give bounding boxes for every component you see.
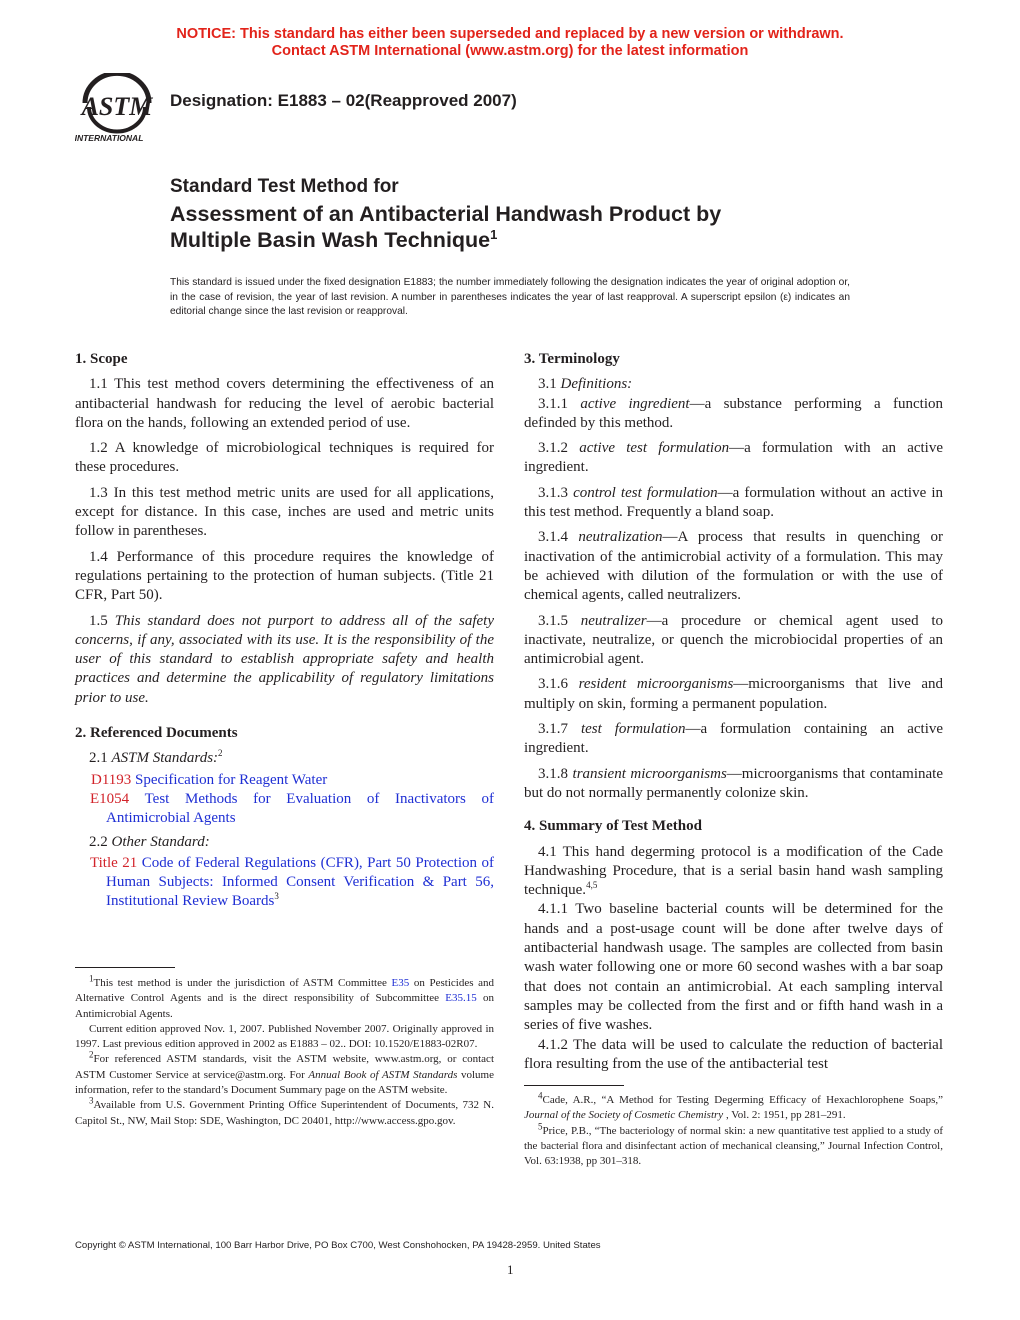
para-4-1-text: 4.1 This hand degerming protocol is a modification of the Cade Handwashing Procedure, that is a serial basin hand wash sampling technique. [524, 843, 943, 899]
term-3-1-8 [524, 765, 943, 804]
title-line-1: Assessment of an Antibacterial Handwash Product by [170, 202, 722, 226]
left-column [75, 350, 494, 916]
footnote-4 [524, 1090, 943, 1124]
term-number: 3.1.2 [538, 440, 580, 457]
term-name: neutralization [578, 529, 663, 546]
other-standard-label [75, 833, 494, 852]
footnote-2-mark: 2 [89, 1049, 94, 1060]
footnote-2 [75, 1049, 494, 1098]
title-line-2-wrap [170, 227, 870, 253]
para-4-1 [524, 843, 943, 901]
scope-heading: 1. Scope [75, 351, 128, 367]
title-footnote-mark: 1 [490, 226, 498, 242]
logo-mark: ASTM [81, 92, 153, 121]
other-standard-number: 2.2 [89, 833, 112, 850]
term-name: resident microorganisms [578, 676, 734, 693]
footnote-1-mark: 1 [89, 973, 94, 984]
title-line-2: Multiple Basin Wash Technique [170, 228, 491, 252]
issued-note: This standard is issued under the fixed designation E1883; the number immediately following the designation indicates the year of original adoption or, in the case of revision, the year of last revision. A number in parentheses indicates the year of last reapproval. A superscript epsilon (ε) indicates an editorial change since the last revision or reapproval. [170, 277, 850, 318]
other-standard-text: Other Standard: [111, 833, 210, 850]
footnote-1-text-b: on Pesticides and Alternative Control Agents and is the direct responsibility of Subcommittee [75, 977, 494, 1005]
logo-subtitle: INTERNATIONAL [75, 133, 144, 143]
term-3-1-5 [524, 612, 943, 670]
para-4-1-footnote-marks: 4,5 [586, 880, 598, 891]
footnote-5-mark: 5 [538, 1120, 543, 1131]
footnote-3 [75, 1095, 494, 1129]
footnote-4-text-b: , Vol. 2: 1951, pp 281–291. [723, 1109, 846, 1122]
notice-line-2: Contact ASTM International (www.astm.org) for the latest information [271, 43, 749, 59]
term-3-1-4 [524, 528, 943, 605]
term-definition: —A process that results in quenching or inactivation of the antimicrobial activity of a formulation. This may be achieved with dilution of the formulation or with the use of chemical agents, called neutralizers. [524, 529, 944, 604]
terminology-heading: 3. Terminology [524, 351, 620, 367]
term-name: test formulation [580, 721, 686, 738]
astm-standards-number: 2.1 [89, 750, 112, 767]
para-1-5 [75, 612, 494, 708]
footnote-1-text-a: This test method is under the jurisdiction of ASTM Committee [93, 977, 392, 989]
footnote-5 [524, 1120, 943, 1170]
term-number: 3.1.6 [538, 676, 579, 693]
footnote-3-text: Available from U.S. Government Printing Office Superintendent of Documents, 732 N. Capitol St., NW, Mail Stop: SDE, Washington, DC 20401, http://www.access.gpo.gov. [75, 1099, 494, 1127]
term-number: 3.1.8 [538, 765, 573, 782]
term-number: 3.1.4 [538, 529, 579, 546]
footnote-4-text-a: Cade, A.R., “A Method for Testing Degerming Efficacy of Hexachlorophene Soaps,” [542, 1094, 943, 1106]
para-1-5-text: This standard does not purport to address all of the safety concerns, if any, associated with its use. It is the responsibility of the user of this standard to establish appropriate safety and health practices and determine the applicability of regulatory limitations prior to use. [75, 612, 495, 706]
term-3-1-7 [524, 720, 943, 759]
footnote-rule-left [75, 967, 175, 968]
ref-d1193[interactable] [75, 771, 494, 790]
astm-standards-footnote-mark: 2 [218, 748, 223, 759]
term-number: 3.1.7 [538, 721, 581, 738]
term-number: 3.1.1 [538, 395, 581, 412]
ref-e1054-title[interactable]: Test Methods for Evaluation of Inactivators of Antimicrobial Agents [106, 790, 495, 827]
definitions-text: Definitions: [560, 376, 633, 393]
footnote-1-edition: Current edition approved Nov. 1, 2007. Published November 2007. Originally approved in 1997. Last previous edition approved in 2002 as E1883 – 02.. DOI: 10.1520/E1883-02R07. [75, 1022, 494, 1051]
subcommittee-e35-15-link[interactable]: E35.15 [445, 992, 477, 1005]
term-definition: —a procedure or chemical agent used to inactivate, neutralize, or quench the microbiocidal properties of an antimicrobial agent. [524, 612, 943, 668]
referenced-docs-heading: 2. Referenced Documents [75, 725, 238, 742]
term-name: active ingredient [580, 395, 690, 412]
term-definition: —a formulation without an active in this test method. Frequently a bland soap. [524, 484, 943, 521]
footnote-2-text-b: volume information, refer to the standard’s Document Summary page on the ASTM website. [75, 1068, 494, 1097]
copyright-notice: Copyright © ASTM International, 100 Barr Harbor Drive, PO Box C700, West Conshohocken, PA 19428-2959. United States [75, 1240, 601, 1251]
term-name: neutralizer [580, 612, 647, 629]
astm-logo-graphic [75, 73, 161, 143]
ref-e1054-code[interactable]: E1054 [90, 790, 130, 807]
term-3-1-3 [524, 484, 943, 523]
term-definition: —microorganisms that live and multiply on skin, forming a permanent population. [524, 676, 943, 712]
para-1-1: 1.1 This test method covers determining the effectiveness of an antibacterial handwash for reducing the level of aerobic bacterial flora on the hands, following an extended period of use. [75, 376, 494, 431]
notice-line-1: NOTICE: This standard has either been superseded and replaced by a new version or withdrawn. [176, 26, 844, 42]
term-3-1-2 [524, 439, 943, 478]
footnote-1 [75, 973, 494, 1022]
ref-title21-footnote-mark: 3 [274, 891, 279, 902]
footnote-2-text-a: For referenced ASTM standards, visit the ASTM website, www.astm.org, or contact ASTM Customer Service at service@astm.org. For [75, 1053, 494, 1081]
ref-e1054[interactable] [75, 790, 494, 829]
document-title [170, 201, 870, 253]
ref-d1193-title[interactable]: Specification for Reagent Water [135, 771, 328, 788]
term-name: transient microorganisms [572, 765, 727, 782]
footnote-1-text-c: on Antimicrobial Agents. [75, 992, 494, 1020]
footnote-5-text: Price, P.B., “The bacteriology of normal skin: a new quantitative test applied to a study of the bacterial flora and disinfectant action of mechanical cleansing,” Journal Infection Control, Vol. 63:1938, pp 301–318. [524, 1124, 943, 1168]
term-definition: —a formulation with an active ingredient. [524, 440, 944, 476]
para-4-1-1: 4.1.1 Two baseline bacterial counts will be determined for the hands and a post-usage count will be done after twelve days of antibacterial handwash usage. The samples are collected from basin wash water following one or more 60 second washes with a bar soap that does not contain an antimicrobial. At each sampling interval samples may be collected from the first and or fifth hand wash in a series of five washes. [524, 901, 943, 1034]
astm-standards-label [75, 749, 494, 768]
term-3-1-1 [524, 395, 943, 434]
footnote-4-mark: 4 [538, 1090, 543, 1101]
page-number: 1 [507, 1262, 514, 1277]
astm-standards-text: ASTM Standards: [111, 750, 219, 767]
term-definition: —microorganisms that contaminate but do not normally permanently colonize skin. [524, 765, 943, 801]
ref-d1193-code[interactable]: D1193 [91, 771, 132, 788]
right-column [524, 350, 943, 1080]
term-3-1-6 [524, 675, 943, 714]
ref-title21-code[interactable]: Title 21 [90, 854, 138, 871]
designation: Designation: E1883 – 02(Reapproved 2007) [170, 91, 517, 110]
footnote-3-mark: 3 [89, 1095, 94, 1106]
para-1-2: 1.2 A knowledge of microbiological techniques is required for these procedures. [75, 440, 494, 476]
committee-e35-link[interactable]: E35 [391, 977, 410, 989]
term-number: 3.1.3 [538, 484, 574, 501]
term-number: 3.1.5 [538, 612, 581, 629]
term-definition: —a formulation containing an active ingredient. [524, 721, 944, 757]
term-name: active test formulation [579, 440, 730, 457]
footnote-4-journal: Journal of the Society of Cosmetic Chemistry [524, 1109, 724, 1122]
definitions-number: 3.1 [538, 376, 561, 393]
para-4-1-2: 4.1.2 The data will be used to calculate the reduction of bacterial flora resulting from the use of the antibacterial test [524, 1036, 943, 1072]
astm-logo [75, 73, 161, 143]
definitions-label [524, 375, 943, 394]
term-definition: —a substance performing a function definded by this method. [524, 395, 943, 431]
ref-title21[interactable] [75, 854, 494, 912]
footnote-rule-right [524, 1085, 624, 1086]
footnote-2-italic: Annual Book of ASTM Standards [308, 1068, 458, 1081]
summary-heading: 4. Summary of Test Method [524, 818, 702, 835]
title-prefix: Standard Test Method for [170, 176, 399, 197]
footnotes-right [524, 1090, 943, 1169]
para-1-4: 1.4 Performance of this procedure requires the knowledge of regulations pertaining to the protection of human subjects. (Title 21 CFR, Part 50). [75, 548, 494, 604]
term-name: control test formulation [573, 484, 718, 501]
para-1-3: 1.3 In this test method metric units are used for all applications, except for distance. In this case, inches are used and metric units follow in parentheses. [75, 484, 494, 540]
ref-title21-title[interactable]: Code of Federal Regulations (CFR), Part 50 Protection of Human Subjects: Informed Consent Verification & Part 56, Institutional Review Boards [106, 854, 494, 910]
para-1-5-number: 1.5 [89, 612, 115, 629]
footnotes-left [75, 973, 494, 1129]
